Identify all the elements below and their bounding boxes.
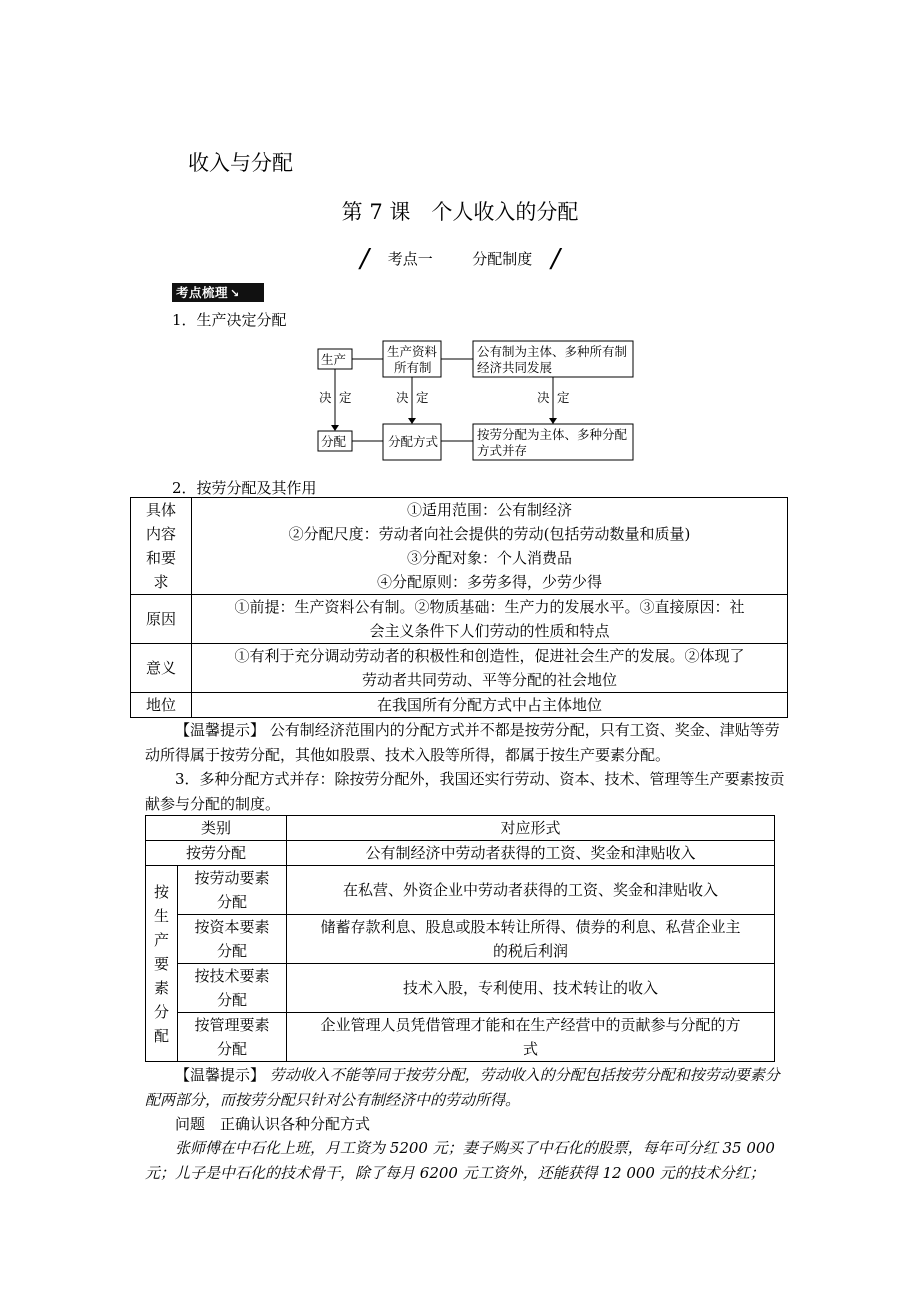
form-cell: 储蓄存款利息、股息或股本转让所得、债券的利息、私营企业主 的税后利润 <box>287 915 775 964</box>
table-row <box>146 964 775 1013</box>
kaodian-left: 考点一 <box>387 250 433 268</box>
category-cell: 按劳分配 <box>146 841 287 866</box>
table-row <box>131 644 788 693</box>
diagram-text: 分配 <box>321 434 347 449</box>
form-cell: 在私营、外资企业中劳动者获得的工资、奖金和津贴收入 <box>287 866 775 915</box>
table-row <box>146 866 775 915</box>
story-paragraph: 张师傅在中石化上班，月工资为 5200 元；妻子购买了中石化的股票，每年可分红 35 000 元；儿子是中石化的技术骨干，除了每月 6200 元工资外，还能获得 12 000 元的技术分红； <box>145 1139 775 1182</box>
corner-arrow-icon: ↘ <box>230 287 240 300</box>
row-content: ①前提：生产资料公有制。②物质基础：生产力的发展水平。③直接原因：社 会主义条件下人们劳动的性质和特点 <box>192 595 788 644</box>
slash-icon: / <box>360 244 369 274</box>
diagram-text: 公有制为主体、多种所有制 <box>477 344 628 359</box>
row-head: 意义 <box>131 644 192 693</box>
section-2-heading: 2．按劳分配及其作用 <box>172 479 317 497</box>
section-1-heading: 1．生产决定分配 <box>172 311 287 329</box>
table-row <box>146 841 775 866</box>
diagram-text: 按劳分配为主体、多种分配 <box>477 427 628 442</box>
factor-name-cell: 按资本要素 分配 <box>178 915 287 964</box>
factor-name-cell: 按技术要素 分配 <box>178 964 287 1013</box>
table-row <box>146 915 775 964</box>
factor-distribution-table <box>145 815 775 1062</box>
section-3-paragraph: 3．多种分配方式并存：除按劳分配外，我国还实行劳动、资本、技术、管理等生产要素按贡献参与分配的制度。 <box>145 770 785 813</box>
table-header-row <box>146 816 775 841</box>
arrow-label: 决 <box>537 390 550 405</box>
lesson-title: 第 7 课 个人收入的分配 <box>341 200 579 224</box>
arrow-label: 决 <box>396 390 409 405</box>
row-content: 在我国所有分配方式中占主体地位 <box>192 693 788 718</box>
diagram-text: 方式并存 <box>477 443 528 458</box>
table-row <box>131 595 788 644</box>
diagram-text: 生产 <box>321 352 347 367</box>
kaodian-badge <box>172 283 264 302</box>
row-head: 具体 内容 和要 求 <box>131 498 192 595</box>
row-content: ①适用范围：公有制经济 ②分配尺度：劳动者向社会提供的劳动(包括劳动数量和质量) ③分配对象：个人消费品 ④分配原则：多劳多得，少劳少得 <box>192 498 788 595</box>
kaodian-heading <box>0 244 920 274</box>
form-cell: 企业管理人员凭借管理才能和在生产经营中的贡献参与分配的方 式 <box>287 1013 775 1062</box>
factor-group-cell: 按 生 产 要 素 分 配 <box>146 866 178 1062</box>
row-head: 地位 <box>131 693 192 718</box>
arrow-label: 定 <box>339 390 352 405</box>
row-head: 原因 <box>131 595 192 644</box>
diagram-text: 分配方式 <box>388 434 439 449</box>
form-cell: 公有制经济中劳动者获得的工资、奖金和津贴收入 <box>287 841 775 866</box>
flow-diagram <box>310 335 640 465</box>
table-row <box>146 1013 775 1062</box>
factor-name-cell: 按管理要素 分配 <box>178 1013 287 1062</box>
table-row <box>131 498 788 595</box>
form-cell: 技术入股，专利使用、技术转让的收入 <box>287 964 775 1013</box>
labor-distribution-table <box>130 497 788 718</box>
row-content: ①有利于充分调动劳动者的积极性和创造性，促进社会生产的发展。②体现了 劳动者共同劳动、平等分配的社会地位 <box>192 644 788 693</box>
diagram-text: 所有制 <box>394 360 432 375</box>
diagram-text: 经济共同发展 <box>477 360 553 375</box>
warm-tip-2: 【温馨提示】 劳动收入不能等同于按劳分配，劳动收入的分配包括按劳分配和按劳动要素分配两部分，而按劳分配只针对公有制经济中的劳动所得。 <box>145 1066 780 1109</box>
table-row <box>131 693 788 718</box>
header-cell: 类别 <box>146 816 287 841</box>
unit-title: 收入与分配 <box>188 151 293 175</box>
header-cell: 对应形式 <box>287 816 775 841</box>
factor-name-cell: 按劳动要素 分配 <box>178 866 287 915</box>
arrow-label: 定 <box>416 390 429 405</box>
arrow-label: 定 <box>557 390 570 405</box>
warm-tip-1: 【温馨提示】 公有制经济范围内的分配方式并不都是按劳分配，只有工资、奖金、津贴等劳动所得属于按劳分配，其他如股票、技术入股等所得，都属于按生产要素分配。 <box>145 721 780 764</box>
diagram-text: 生产资料 <box>387 344 438 359</box>
badge-label: 考点梳理 <box>176 285 229 300</box>
question-heading: 问题 正确认识各种分配方式 <box>175 1115 371 1133</box>
slash-icon: / <box>551 244 560 274</box>
arrow-label: 决 <box>319 390 332 405</box>
kaodian-right: 分配制度 <box>472 250 533 268</box>
